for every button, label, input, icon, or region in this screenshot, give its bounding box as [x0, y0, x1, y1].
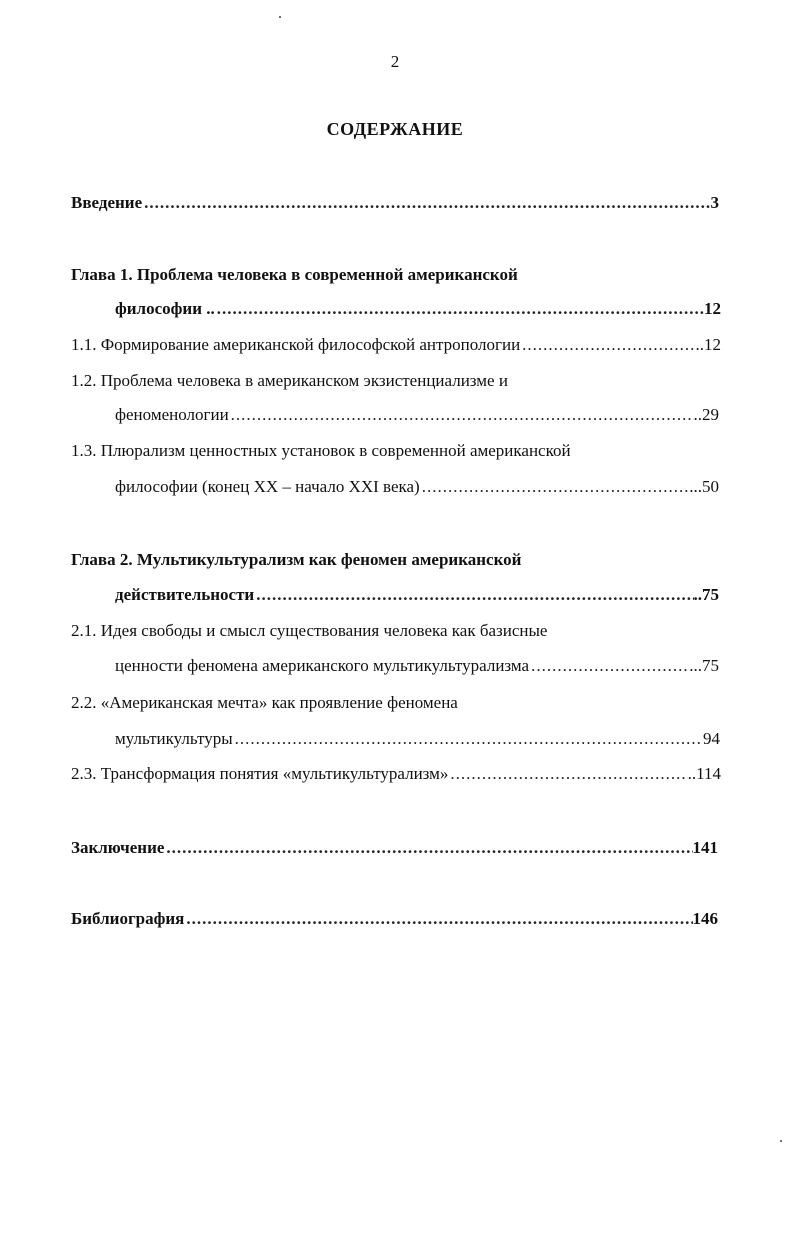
intro-page: 3	[710, 193, 719, 212]
section-1-3-page: ...50	[689, 477, 719, 496]
chapter2-page: ..75	[693, 585, 719, 604]
section-2-3-page: ..114	[687, 764, 721, 783]
leader-dots	[233, 729, 703, 749]
leader-dots	[184, 909, 692, 929]
toc-entry-intro[interactable]	[71, 193, 719, 217]
leader-dots	[420, 477, 690, 497]
toc-title: СОДЕРЖАНИЕ	[326, 119, 464, 139]
leader-dots	[529, 656, 689, 676]
toc-entry-1-2[interactable]	[115, 405, 719, 429]
bibliography-label: Библиография	[71, 909, 185, 928]
section-1-2-line1[interactable]: 1.2. Проблема человека в американском экзистенциализме и	[71, 371, 508, 390]
leader-dots	[142, 193, 710, 213]
section-2-1-line1[interactable]: 2.1. Идея свободы и смысл существования человека как базисные	[71, 621, 548, 640]
section-1-3-line1[interactable]: 1.3. Плюрализм ценностных установок в современной американской	[71, 441, 571, 460]
toc-entry-chapter1[interactable]	[115, 299, 721, 323]
section-2-2-line2: мультикультуры	[115, 729, 233, 748]
section-2-1-line2: ценности феномена американского мультикультурализма	[115, 656, 530, 675]
chapter1-heading[interactable]: Глава 1. Проблема человека в современной американской	[71, 265, 518, 284]
section-1-1-label: 1.1. Формирование американской философской антропологии	[71, 335, 521, 354]
section-2-1-page: ...75	[689, 656, 719, 675]
leader-dots	[254, 585, 693, 605]
section-1-1-page: ..12	[695, 335, 721, 354]
toc-entry-conclusion[interactable]	[71, 838, 718, 862]
chapter1-cont: философии ..	[115, 299, 215, 318]
toc-entry-bibliography[interactable]	[71, 909, 718, 933]
section-1-2-page: ..29	[693, 405, 719, 424]
scan-speck	[279, 16, 281, 18]
page-number: 2	[390, 52, 400, 71]
toc-entry-1-3[interactable]	[115, 477, 719, 501]
conclusion-page: 141	[692, 838, 718, 857]
section-1-2-line2: феноменологии	[115, 405, 229, 424]
leader-dots	[229, 405, 694, 425]
chapter1-page: 12	[704, 299, 721, 318]
bibliography-page: 146	[692, 909, 718, 928]
toc-entry-2-3[interactable]	[71, 764, 721, 788]
toc-entry-2-2[interactable]	[115, 729, 720, 753]
intro-label: Введение	[71, 193, 143, 212]
conclusion-label: Заключение	[71, 838, 165, 857]
chapter2-heading[interactable]: Глава 2. Мультикультурализм как феномен американской	[71, 550, 522, 569]
leader-dots	[520, 335, 695, 355]
leader-dots	[448, 764, 687, 784]
toc-entry-chapter2[interactable]	[115, 585, 719, 609]
section-2-2-page: 94	[703, 729, 720, 748]
section-2-3-label: 2.3. Трансформация понятия «мультикультурализм»	[71, 764, 449, 783]
section-2-2-line1[interactable]: 2.2. «Американская мечта» как проявление феномена	[71, 693, 458, 712]
chapter2-cont: действительности	[115, 585, 255, 604]
leader-dots	[164, 838, 692, 858]
section-1-3-line2: философии (конец ХХ – начало XXI века)	[115, 477, 420, 496]
toc-entry-2-1[interactable]	[115, 656, 719, 680]
toc-entry-1-1[interactable]	[71, 335, 721, 359]
scan-speck	[780, 1140, 782, 1142]
leader-dots	[215, 299, 704, 319]
